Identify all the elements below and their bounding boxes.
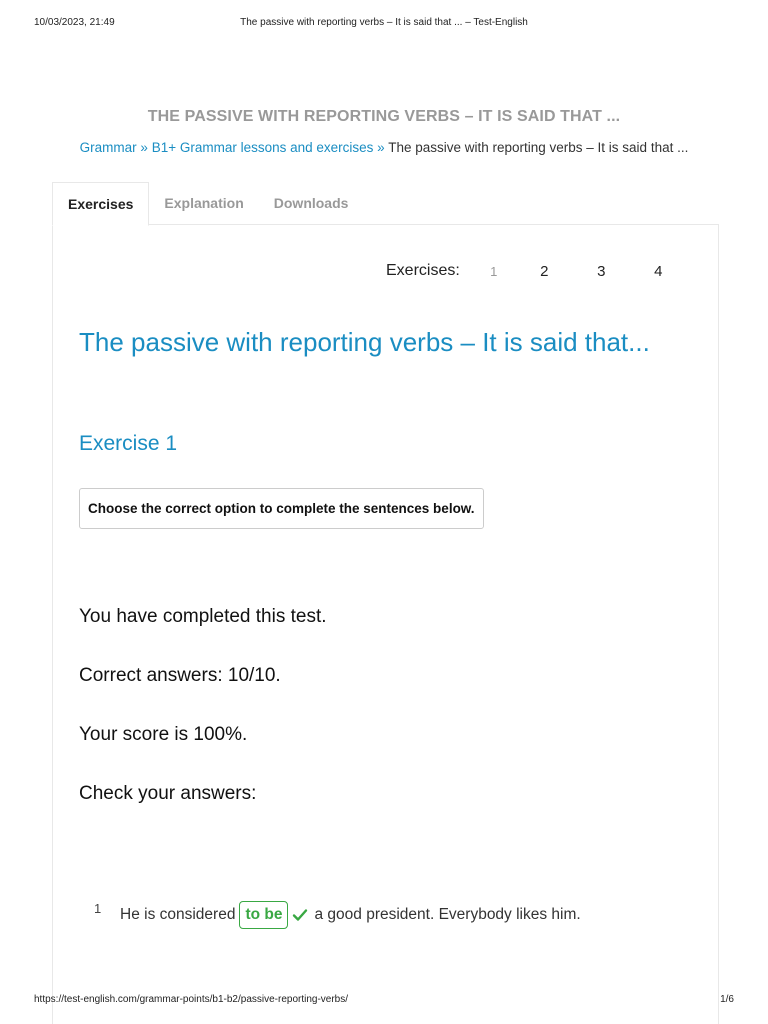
exercise-title: Exercise 1 bbox=[79, 432, 178, 455]
tab-exercises[interactable]: Exercises bbox=[52, 182, 149, 226]
check-answers-label: Check your answers: bbox=[79, 783, 257, 804]
correct-answers: Correct answers: 10/10. bbox=[79, 665, 281, 686]
tab-downloads[interactable]: Downloads bbox=[273, 195, 349, 211]
breadcrumb-current: The passive with reporting verbs – It is said that ... bbox=[388, 140, 689, 155]
page-heading: THE PASSIVE WITH REPORTING VERBS – IT IS SAID THAT ... bbox=[147, 108, 621, 125]
breadcrumb-separator: » bbox=[377, 140, 385, 155]
print-url: https://test-english.com/grammar-points/b1-b2/passive-reporting-verbs/ bbox=[34, 994, 349, 1005]
breadcrumb bbox=[0, 140, 768, 155]
answer-box: to be bbox=[239, 901, 288, 929]
instruction-box: Choose the correct option to complete the sentences below. bbox=[79, 488, 484, 529]
breadcrumb-link-b1-lessons[interactable]: B1+ Grammar lessons and exercises bbox=[151, 140, 374, 155]
check-icon bbox=[292, 907, 308, 923]
tab-explanation[interactable]: Explanation bbox=[164, 195, 244, 211]
exercise-link-3[interactable]: 3 bbox=[597, 262, 606, 280]
print-page-number: 1/6 bbox=[720, 994, 734, 1005]
question-text bbox=[120, 901, 581, 929]
question-text-after: a good president. Everybody likes him. bbox=[314, 906, 581, 923]
main-title: The passive with reporting verbs – It is said that... bbox=[79, 327, 650, 357]
exercise-link-1[interactable]: 1 bbox=[490, 263, 498, 279]
score-text: Your score is 100%. bbox=[79, 724, 248, 745]
print-datetime: 10/03/2023, 21:49 bbox=[34, 17, 115, 28]
question-number: 1 bbox=[94, 901, 102, 916]
completed-message: You have completed this test. bbox=[79, 606, 327, 627]
exercise-link-4[interactable]: 4 bbox=[654, 262, 663, 280]
tab-bar bbox=[52, 182, 363, 225]
print-doc-title: The passive with reporting verbs – It is said that ... – Test-English bbox=[240, 17, 528, 28]
exercise-link-2[interactable]: 2 bbox=[540, 262, 549, 280]
breadcrumb-link-grammar[interactable]: Grammar bbox=[79, 140, 137, 155]
exercise-nav-label: Exercises: bbox=[386, 262, 460, 279]
question-text-before: He is considered bbox=[120, 906, 236, 923]
exercise-navigation bbox=[386, 262, 687, 280]
breadcrumb-separator: » bbox=[140, 140, 148, 155]
